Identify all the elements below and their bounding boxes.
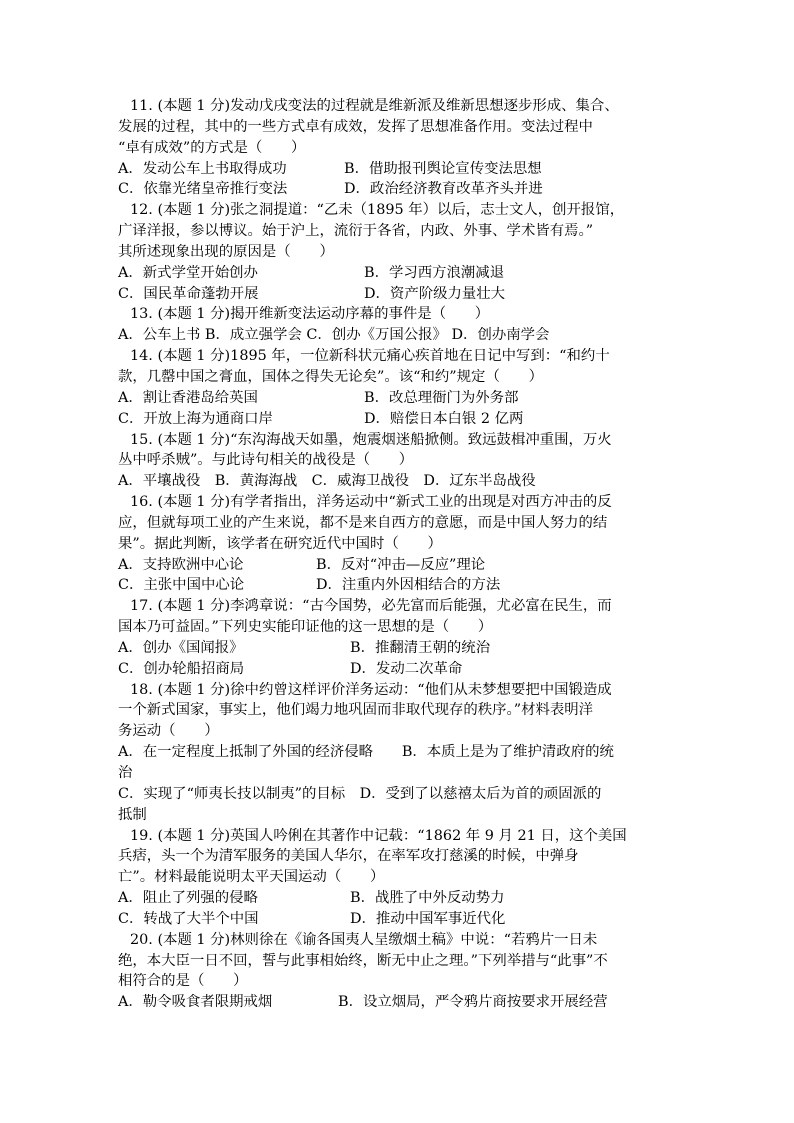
question-stem-line: 15. (本题 1 分)“东沟海战天如墨，炮震烟迷船掀侧。致远鼓楫冲重围，万火 xyxy=(130,431,612,448)
option-row xyxy=(118,659,678,680)
option-c: C．国民革命蓬勃开展 xyxy=(118,285,259,302)
option-row xyxy=(118,409,678,430)
option-row xyxy=(118,388,678,409)
option-a: A．发动公车上书取得成功 xyxy=(118,160,287,177)
question-stem-line: 款，几罄中国之膏血，国体之得失无论矣”。该“和约”规定（ ） xyxy=(118,368,544,385)
question-11 xyxy=(118,96,678,200)
question-17 xyxy=(118,596,678,679)
question-stem-line: 20. (本题 1 分)林则徐在《谕各国夷人呈缴烟土稿》中说：“若鸦片一日未 xyxy=(130,931,598,948)
option-row xyxy=(118,284,678,305)
question-12 xyxy=(118,200,678,304)
option-row xyxy=(118,992,678,1013)
option-c: C．开放上海为通商口岸 xyxy=(118,410,273,427)
option-d: D．推动中国军事近代化 xyxy=(350,910,506,927)
option-c: C．转战了大半个中国 xyxy=(118,910,259,927)
option-d: D．发动二次革命 xyxy=(350,660,463,677)
question-stem-line: 应，但就每项工业的产生来说，都不是来自西方的意愿，而是中国人努力的结 xyxy=(118,514,608,531)
option-d: D．政治经济教育改革齐头并进 xyxy=(344,181,543,198)
option-a: A．创办《国闻报》 xyxy=(118,639,244,656)
question-18 xyxy=(118,680,678,826)
option-line: C．实现了“师夷长技以制夷”的目标 D．受到了以慈禧太后为首的顽固派的 xyxy=(118,785,602,802)
option-d: D．资产阶级力量壮大 xyxy=(364,285,506,302)
option-d: D．赔偿日本白银 2 亿两 xyxy=(364,410,524,427)
option-c: C．主张中国中心论 xyxy=(118,577,245,594)
question-stem-line: 广译洋报，参以博议。始于沪上，流衍于各省，内政、外事、学术皆有焉。” xyxy=(118,223,594,240)
option-a: A．割让香港岛给英国 xyxy=(118,389,258,406)
option-row: A．公车上书 B．成立强学会 C．创办《万国公报》 D．创办南学会 xyxy=(118,327,550,344)
question-stem-line: 14. (本题 1 分)1895 年，一位新科状元痛心疾首地在日记中写到：“和约十 xyxy=(130,348,610,365)
option-row xyxy=(118,638,678,659)
question-stem-line: 绝，本大臣一日不回，誓与此事相始终，断无中止之理。”下列举措与“此事”不 xyxy=(118,952,608,969)
option-row: A．平壤战役 B．黄海海战 C．威海卫战役 D．辽东半岛战役 xyxy=(118,473,536,490)
question-stem-line: 11. (本题 1 分)发动戊戌变法的过程就是维新派及维新思想逐步形成、集合、 xyxy=(130,98,619,114)
option-d: D．注重内外因相结合的方法 xyxy=(316,577,501,594)
question-13 xyxy=(118,304,678,346)
option-b: B．反对“冲击—反应”理论 xyxy=(316,556,486,573)
question-stem-line: 亡”。材料最能说明太平天国运动（ ） xyxy=(118,869,385,886)
question-stem-line: 13. (本题 1 分)揭开维新变法运动序幕的事件是（ ） xyxy=(130,306,490,323)
question-stem-line: 兵痞，头一个为清军服务的美国人华尔，在率军攻打慈溪的时候，中弹身 xyxy=(118,848,579,865)
option-b: B．学习西方浪潮减退 xyxy=(364,264,505,281)
option-row xyxy=(118,555,678,576)
question-stem-line: 16. (本题 1 分)有学者指出，洋务运动中“新式工业的出现是对西方冲击的反 xyxy=(130,494,612,511)
question-stem-line: 17. (本题 1 分)李鸿章说：“古今国势，必先富而后能强，尤必富在民生，而 xyxy=(130,598,612,615)
option-row xyxy=(118,888,678,909)
question-stem-line: “卓有成效”的方式是（ ） xyxy=(118,139,306,156)
option-row xyxy=(118,179,678,200)
option-a: A．阻止了列强的侵略 xyxy=(118,890,258,907)
question-stem-line: 务运动（ ） xyxy=(118,723,219,740)
question-stem-line: 一个新式国家，事实上，他们竭力地巩固而非取代现存的秩序。”材料表明洋 xyxy=(118,702,594,719)
option-line: 治 xyxy=(118,765,133,781)
question-stem-line: 果”。据此判断，该学者在研究近代中国时（ ） xyxy=(118,535,442,552)
question-stem-line: 12. (本题 1 分)张之洞提道：“乙未（1895 年）以后，志士文人，创开报馆， xyxy=(130,202,625,219)
question-list xyxy=(118,96,678,1013)
question-20 xyxy=(118,930,678,1013)
option-line: 抵制 xyxy=(118,806,147,823)
question-stem-line: 其所述现象出现的原因是（ ） xyxy=(118,243,334,260)
option-a: A．勒令吸食者限期戒烟 xyxy=(118,994,273,1011)
option-b: B．设立烟局，严令鸦片商按要求开展经营 xyxy=(338,994,608,1011)
option-row xyxy=(118,159,678,180)
option-c: C．创办轮船招商局 xyxy=(118,660,245,677)
question-15 xyxy=(118,430,678,493)
question-14 xyxy=(118,346,678,429)
option-b: B．推翻清王朝的统治 xyxy=(350,639,491,656)
question-stem-line: 发展的过程，其中的一些方式卓有成效，发挥了思想准备作用。变法过程中 xyxy=(118,118,593,135)
option-b: B．借助报刊舆论宣传变法思想 xyxy=(344,160,542,177)
question-stem-line: 18. (本题 1 分)徐中约曾这样评价洋务运动：“他们从未梦想要把中国锻造成 xyxy=(130,681,612,698)
option-c: C．依靠光绪皇帝推行变法 xyxy=(118,181,288,198)
question-stem-line: 相符合的是（ ） xyxy=(118,973,248,990)
question-stem-line: 19. (本题 1 分)英国人吟俐在其著作中记载：“1862 年 9 月 21 日，这个美国 xyxy=(130,827,627,844)
question-16 xyxy=(118,492,678,596)
question-stem-line: 丛中呼杀贼”。与此诗句相关的战役是（ ） xyxy=(118,452,414,469)
option-b: B．改总理衙门为外务部 xyxy=(364,389,519,406)
option-row xyxy=(118,263,678,284)
option-line: A．在一定程度上抵制了外国的经济侵略 B．本质上是为了维护清政府的统 xyxy=(118,744,614,761)
option-a: A．支持欧洲中心论 xyxy=(118,556,244,573)
option-row xyxy=(118,909,678,930)
question-stem-line: 国本乃可益固。”下列史实能印证他的这一思想的是（ ） xyxy=(118,619,493,636)
option-a: A．新式学堂开始创办 xyxy=(118,264,258,281)
option-row xyxy=(118,575,678,596)
option-b: B．战胜了中外反动势力 xyxy=(350,890,505,907)
question-19 xyxy=(118,826,678,930)
